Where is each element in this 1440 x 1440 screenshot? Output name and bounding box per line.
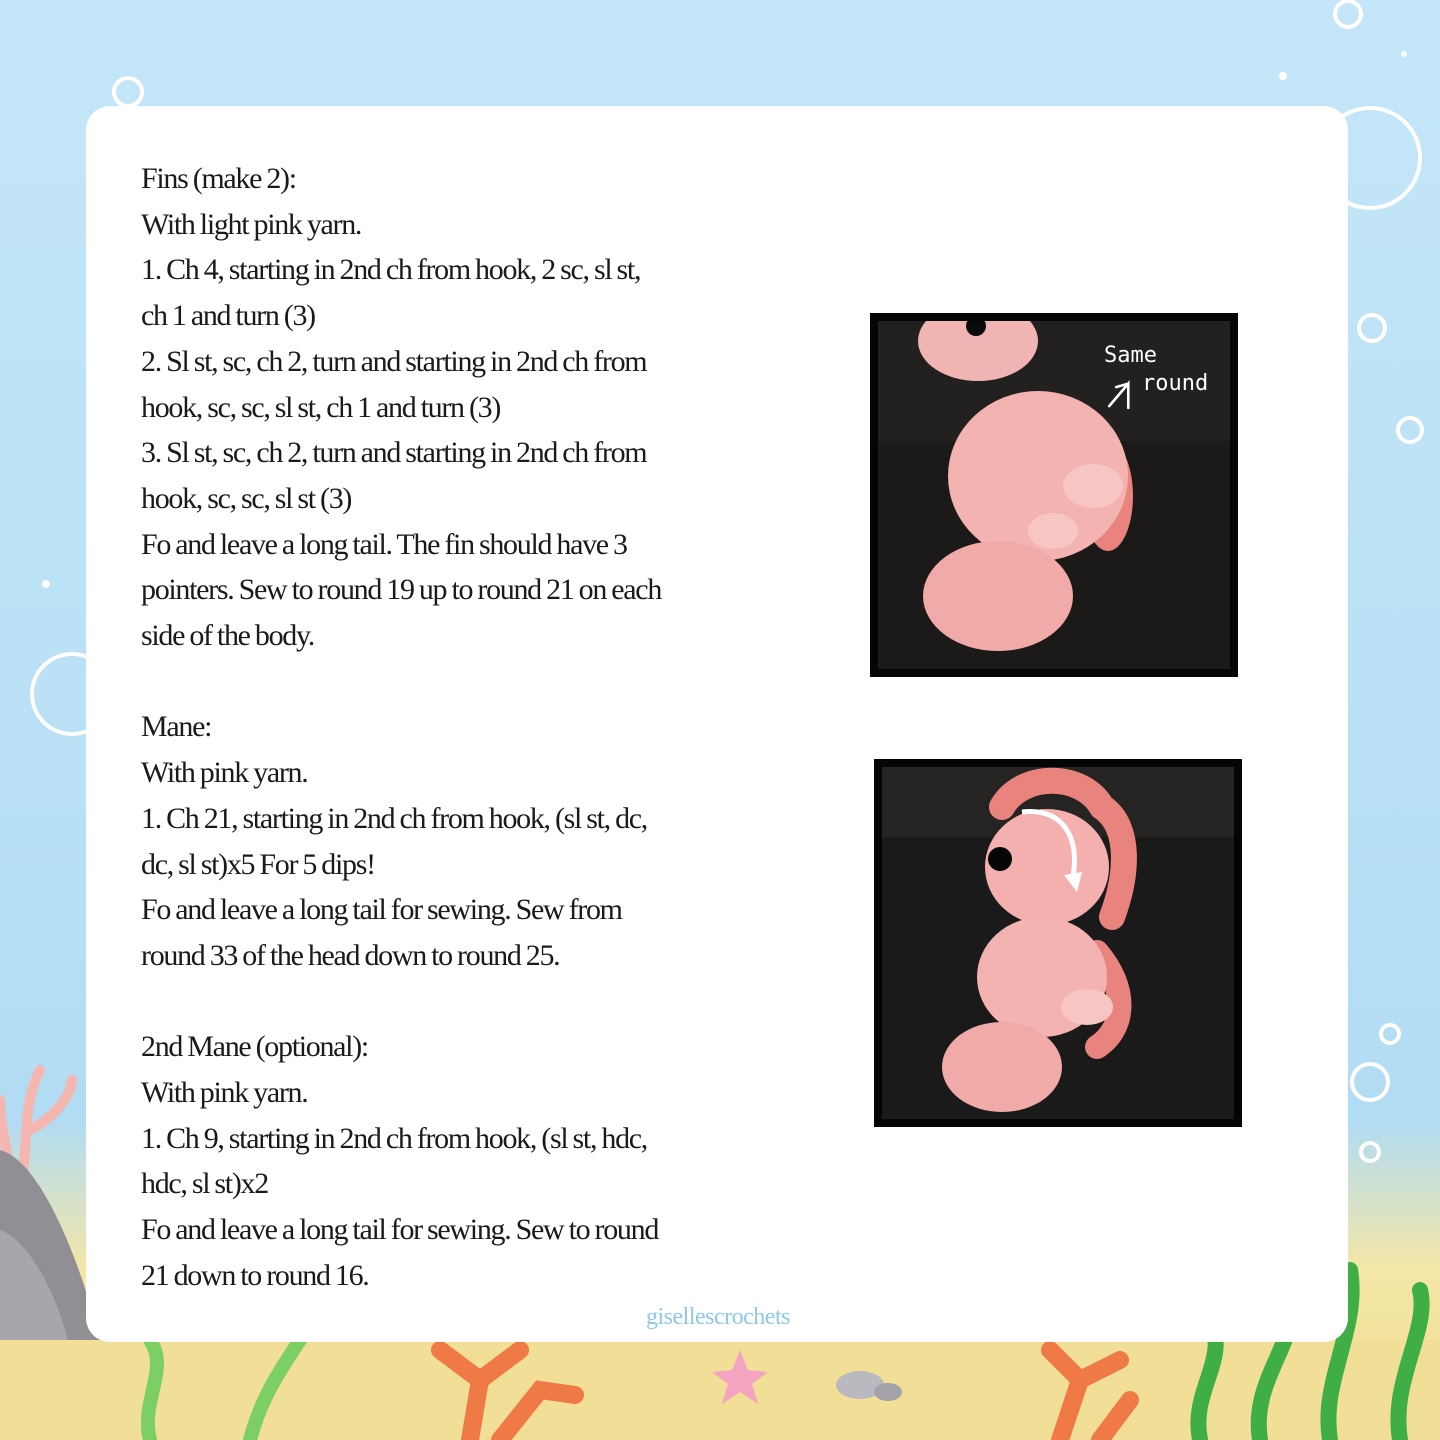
bubble bbox=[1381, 1025, 1399, 1043]
text-line: With light pink yarn. bbox=[141, 207, 362, 241]
bubble bbox=[1398, 418, 1422, 442]
text-line: 1. Ch 4, starting in 2nd ch from hook, 2 sc, sl st, bbox=[141, 253, 641, 287]
bubble bbox=[1335, 1, 1361, 27]
text-line: With pink yarn. bbox=[141, 1076, 308, 1110]
bubble bbox=[114, 78, 142, 106]
text-line: Mane: bbox=[141, 710, 212, 744]
arrow-icon bbox=[1104, 375, 1156, 413]
text-line: With pink yarn. bbox=[141, 756, 308, 790]
text-line: Fo and leave a long tail. The fin should have 3 bbox=[141, 527, 627, 561]
pattern-card bbox=[86, 106, 1348, 1342]
fins-photo bbox=[870, 313, 1238, 677]
text-line: hdc, sl st)x2 bbox=[141, 1167, 268, 1201]
text-line: 2. Sl st, sc, ch 2, turn and starting in 2nd ch from bbox=[141, 344, 647, 378]
text-line: Fins (make 2): bbox=[141, 162, 296, 195]
pattern-text bbox=[141, 156, 831, 1299]
paragraph-gap bbox=[141, 659, 831, 705]
bubble bbox=[1359, 315, 1385, 341]
paragraph-gap bbox=[141, 979, 831, 1025]
text-line: pointers. Sew to round 19 up to round 21 on each bbox=[141, 573, 662, 607]
text-line: 1. Ch 21, starting in 2nd ch from hook, (sl st, dc, bbox=[141, 801, 647, 835]
watermark: gisellescrochets bbox=[646, 1304, 790, 1330]
text-line: hook, sc, sc, sl st, ch 1 and turn (3) bbox=[141, 390, 501, 424]
same-round-note-1: Same bbox=[1104, 343, 1157, 368]
text-line: 1. Ch 9, starting in 2nd ch from hook, (sl st, hdc, bbox=[141, 1121, 647, 1155]
text-line: 3. Sl st, sc, ch 2, turn and starting in 2nd ch from bbox=[141, 436, 647, 470]
text-line: Fo and leave a long tail for sewing. Sew from bbox=[141, 893, 622, 927]
text-line: 2nd Mane (optional): bbox=[141, 1030, 368, 1064]
text-line: round 33 of the head down to round 25. bbox=[141, 938, 560, 972]
bubble bbox=[1352, 1064, 1388, 1100]
text-line: dc, sl st)x5 For 5 dips! bbox=[141, 847, 375, 881]
same-round-note-2: round bbox=[1142, 371, 1209, 396]
text-line: Fo and leave a long tail for sewing. Sew to round bbox=[141, 1213, 659, 1247]
bubble bbox=[1361, 1143, 1379, 1161]
text-line: ch 1 and turn (3) bbox=[141, 299, 315, 333]
text-line: hook, sc, sc, sl st (3) bbox=[141, 481, 352, 515]
text-line: side of the body. bbox=[141, 619, 314, 653]
mane-photo bbox=[874, 759, 1242, 1127]
seahorse-mane-picture bbox=[882, 767, 1234, 1119]
text-line: 21 down to round 16. bbox=[141, 1258, 369, 1292]
